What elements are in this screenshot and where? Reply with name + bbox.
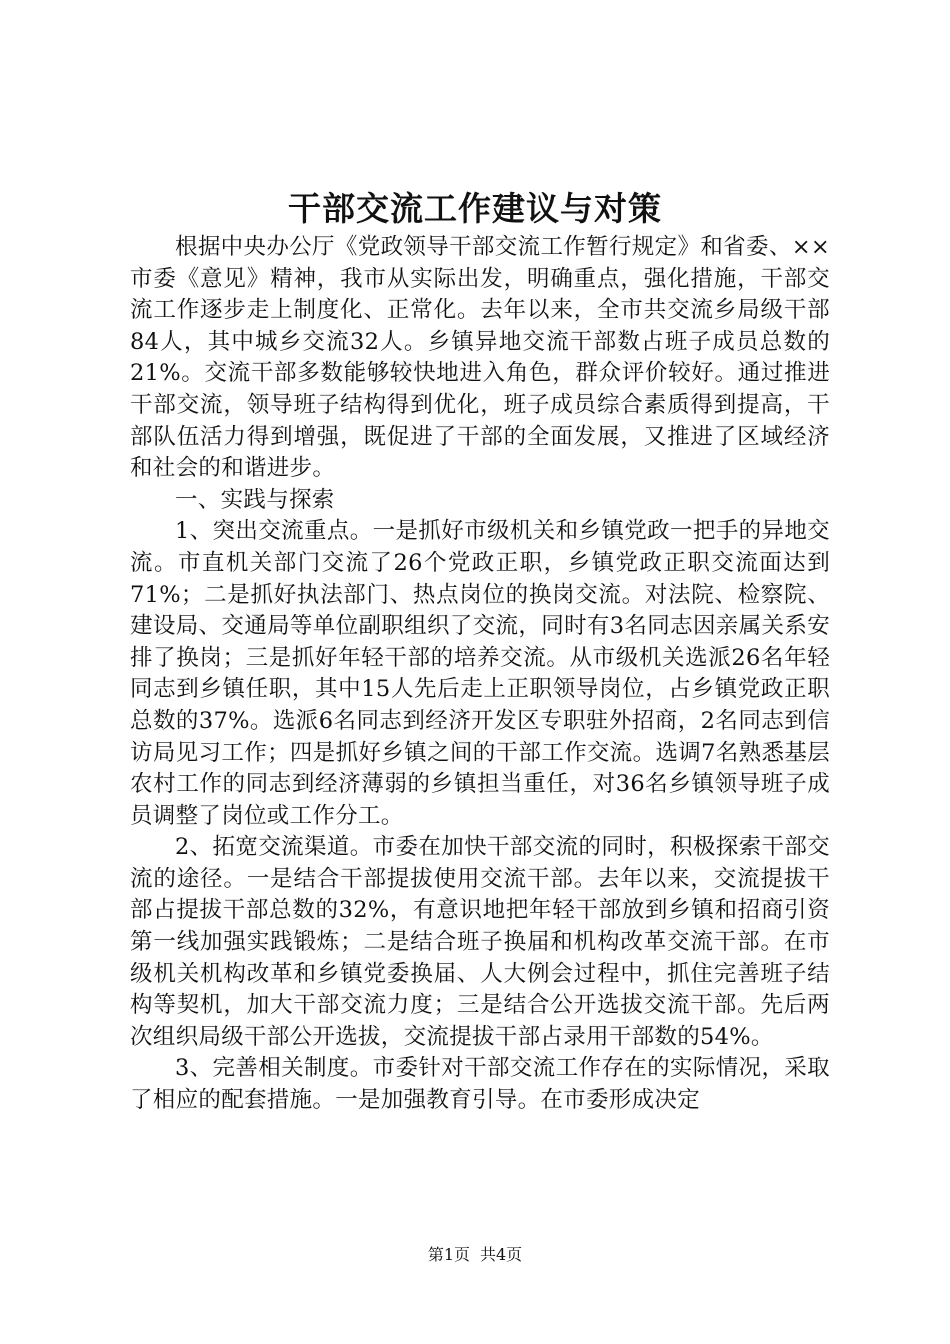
document-title: 干部交流工作建议与对策 <box>288 189 662 228</box>
document-body <box>130 232 830 1117</box>
page-number: 第1页 <box>427 1245 470 1264</box>
paragraph-exchange-channels: 2、拓宽交流渠道。市委在加快干部交流的同时，积极探索干部交流的途径。一是结合干部提拔使用交流干部。去年以来，交流提拔干部占提拔干部总数的32%，有意识地把年轻干部放到乡镇和招商引资第一线加强实践锻炼；二是结合班子换届和机构改革交流干部。在市级机关机构改革和乡镇党委换届、人大例会过程中，抓住完善班子结构等契机，加大干部交流力度；三是结合公开选拔交流干部。先后两次组织局级干部公开选拔，交流提拔干部占录用干部数的54%。 <box>130 834 830 1050</box>
paragraph-related-systems: 3、完善相关制度。市委针对干部交流工作存在的实际情况，采取了相应的配套措施。一是加强教育引导。在市委形成决定 <box>130 1055 830 1114</box>
page-footer <box>0 1244 950 1266</box>
paragraph-intro: 根据中央办公厅《党政领导干部交流工作暂行规定》和省委、××市委《意见》精神，我市从实际出发，明确重点，强化措施，干部交流工作逐步走上制度化、正常化。去年以来，全市共交流乡局级干部84人，其中城乡交流32人。乡镇异地交流干部数占班子成员总数的21%。交流干部多数能够较快地进入角色，群众评价较好。通过推进干部交流，领导班子结构得到优化，班子成员综合素质得到提高，干部队伍活力得到增强，既促进了干部的全面发展，又推进了区域经济和社会的和谐进步。 <box>130 234 830 482</box>
paragraph-exchange-focus: 1、突出交流重点。一是抓好市级机关和乡镇党政一把手的异地交流。市直机关部门交流了26个党政正职，乡镇党政正职交流面达到71%；二是抓好执法部门、热点岗位的换岗交流。对法院、检察院、建设局、交通局等单位副职组织了交流，同时有3名同志因亲属关系安排了换岗；三是抓好年轻干部的培养交流。从市级机关选派26名年轻同志到乡镇任职，其中15人先后走上正职领导岗位，占乡镇党政正职总数的37%。选派6名同志到经济开发区专职驻外招商，2名同志到信访局见习工作；四是抓好乡镇之间的干部工作交流。选调7名熟悉基层农村工作的同志到经济薄弱的乡镇担当重任，对36名乡镇领导班子成员调整了岗位或工作分工。 <box>130 518 830 829</box>
section-heading-practice: 一、实践与探索 <box>175 486 335 513</box>
page-total: 共4页 <box>480 1245 523 1264</box>
